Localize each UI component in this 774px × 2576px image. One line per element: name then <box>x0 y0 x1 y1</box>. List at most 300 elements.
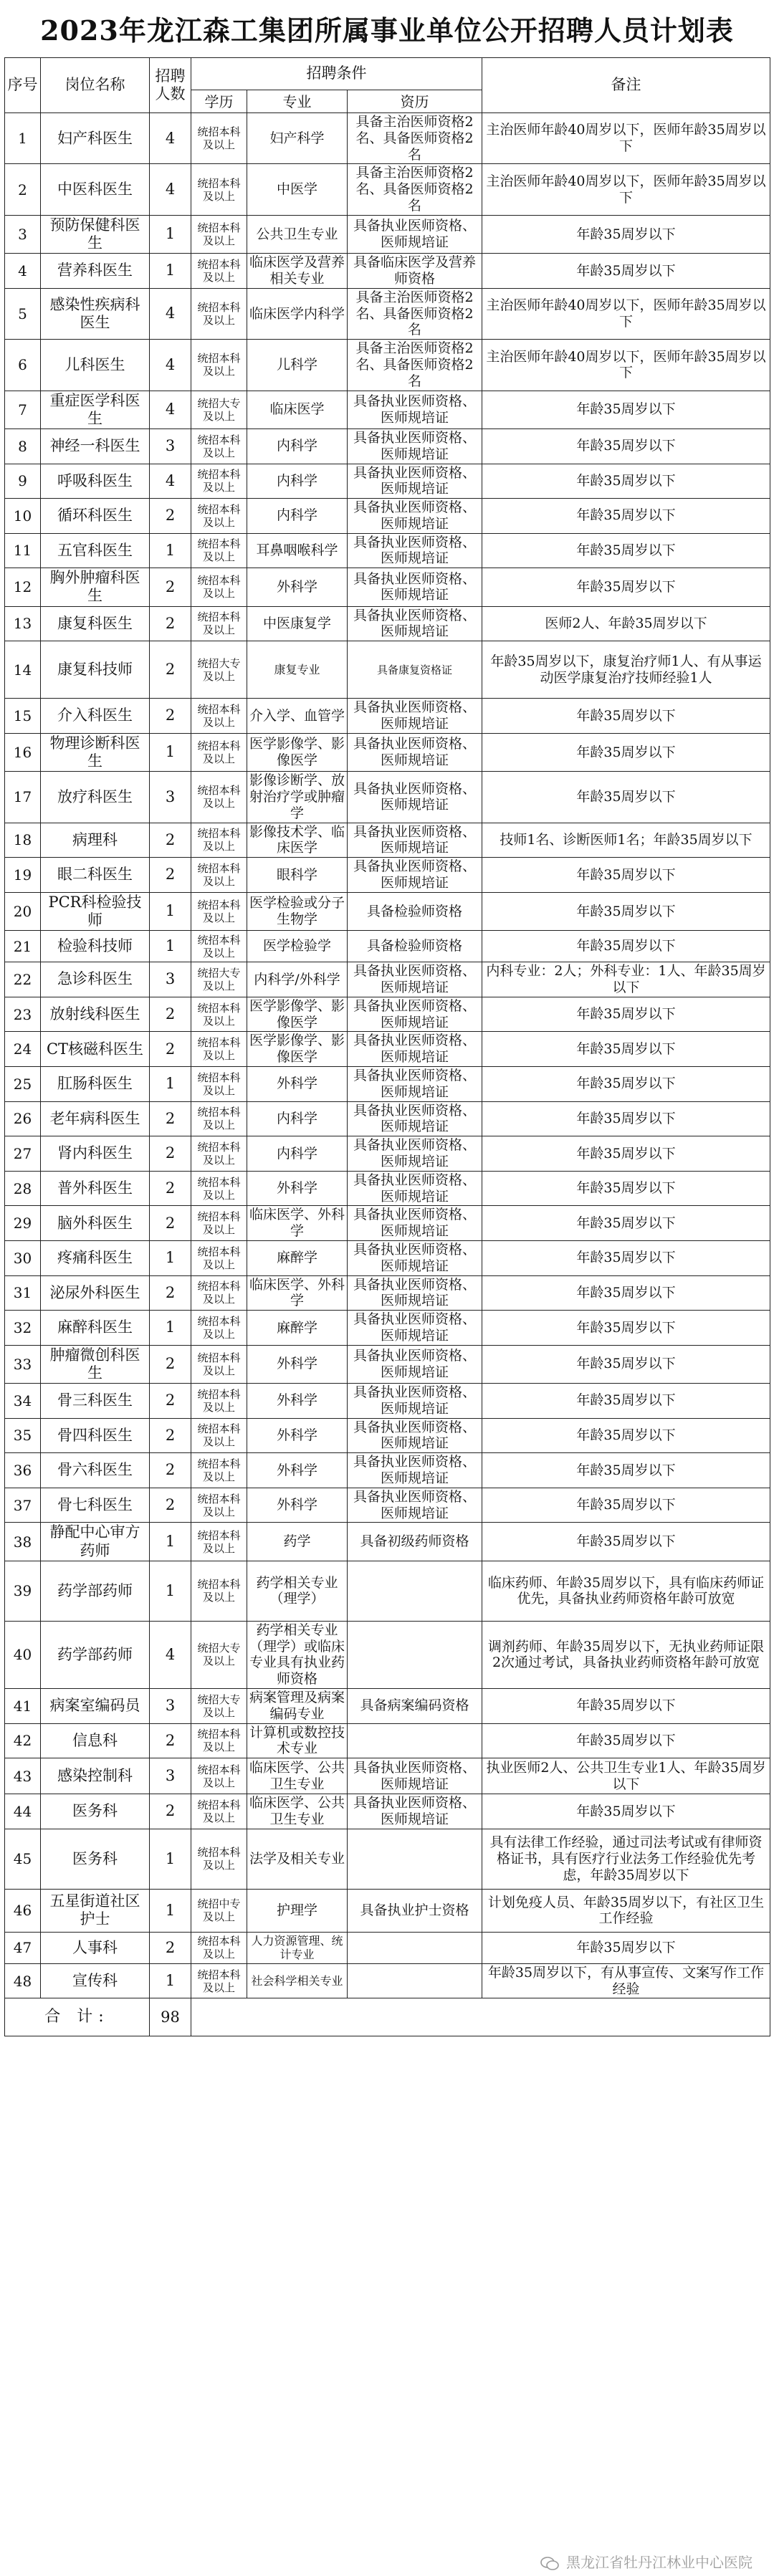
cell-major: 药学相关专业（理学） <box>247 1561 348 1621</box>
cell-qualification: 具备主治医师资格2名、具备医师资格2名 <box>348 164 482 215</box>
cell-count: 2 <box>150 1453 191 1488</box>
cell-notes: 年龄35周岁以下，有从事宣传、文案写作工作经验 <box>482 1963 770 1998</box>
total-empty <box>191 1998 770 2036</box>
cell-education: 统招本科及以上 <box>191 1311 247 1346</box>
cell-major: 中医康复学 <box>247 606 348 641</box>
cell-education: 统招本科及以上 <box>191 340 247 391</box>
cell-notes: 年龄35周岁以下 <box>482 1384 770 1419</box>
cell-qualification: 具备执业医师资格、医师规培证 <box>348 533 482 568</box>
cell-count: 4 <box>150 288 191 339</box>
cell-count: 3 <box>150 428 191 464</box>
cell-position: 胸外肿瘤科医生 <box>41 568 150 606</box>
cell-seq: 29 <box>5 1206 41 1241</box>
cell-count: 2 <box>150 641 191 699</box>
cell-count: 3 <box>150 1758 191 1794</box>
cell-seq: 40 <box>5 1621 41 1688</box>
cell-education: 统招本科及以上 <box>191 1418 247 1453</box>
cell-position: 肛肠科医生 <box>41 1066 150 1101</box>
cell-qualification: 具备执业医师资格、医师规培证 <box>348 962 482 997</box>
cell-qualification: 具备临床医学及营养师资格 <box>348 254 482 289</box>
cell-education: 统招本科及以上 <box>191 164 247 215</box>
cell-education: 统招本科及以上 <box>191 606 247 641</box>
cell-education: 统招本科及以上 <box>191 215 247 253</box>
cell-seq: 18 <box>5 823 41 858</box>
cell-education: 统招本科及以上 <box>191 1523 247 1561</box>
cell-seq: 26 <box>5 1101 41 1136</box>
cell-qualification: 具备执业医师资格、医师规培证 <box>348 772 482 823</box>
cell-qualification <box>348 1561 482 1621</box>
cell-position: 儿科医生 <box>41 340 150 391</box>
header-major: 专业 <box>247 90 348 113</box>
cell-notes: 年龄35周岁以下 <box>482 428 770 464</box>
cell-major: 医学影像学、影像医学 <box>247 1032 348 1067</box>
cell-qualification: 具备检验师资格 <box>348 931 482 962</box>
recruitment-plan-table <box>4 57 770 2036</box>
cell-seq: 13 <box>5 606 41 641</box>
cell-position: 麻醉科医生 <box>41 1311 150 1346</box>
cell-count: 1 <box>150 1829 191 1889</box>
cell-seq: 31 <box>5 1275 41 1311</box>
cell-seq: 7 <box>5 391 41 428</box>
cell-notes: 年龄35周岁以下 <box>482 1240 770 1275</box>
cell-major: 外科学 <box>247 1488 348 1523</box>
cell-count: 4 <box>150 113 191 164</box>
cell-notes: 年龄35周岁以下 <box>482 892 770 930</box>
table-row <box>5 1453 770 1488</box>
table-row <box>5 1829 770 1889</box>
cell-qualification: 具备病案编码资格 <box>348 1689 482 1724</box>
cell-seq: 36 <box>5 1453 41 1488</box>
cell-notes: 年龄35周岁以下 <box>482 499 770 534</box>
cell-education: 统招本科及以上 <box>191 1829 247 1889</box>
cell-seq: 4 <box>5 254 41 289</box>
cell-position: 骨六科医生 <box>41 1453 150 1488</box>
cell-position: 检验科技师 <box>41 931 150 962</box>
cell-major: 内科学 <box>247 464 348 499</box>
cell-position: PCR科检验技师 <box>41 892 150 930</box>
cell-notes: 年龄35周岁以下 <box>482 1418 770 1453</box>
cell-major: 临床医学 <box>247 391 348 428</box>
cell-qualification: 具备执业医师资格、医师规培证 <box>348 858 482 893</box>
cell-qualification: 具备执业医师资格、医师规培证 <box>348 1758 482 1794</box>
cell-qualification: 具备执业医师资格、医师规培证 <box>348 606 482 641</box>
cell-qualification: 具备执业医师资格、医师规培证 <box>348 1171 482 1206</box>
table-row <box>5 1723 770 1758</box>
cell-major: 病案管理及病案编码专业 <box>247 1689 348 1724</box>
cell-notes: 年龄35周岁以下 <box>482 391 770 428</box>
cell-major: 麻醉学 <box>247 1311 348 1346</box>
cell-qualification: 具备执业医师资格、医师规培证 <box>348 733 482 771</box>
header-position: 岗位名称 <box>41 58 150 113</box>
cell-seq: 15 <box>5 699 41 734</box>
cell-count: 4 <box>150 464 191 499</box>
cell-count: 1 <box>150 1963 191 1998</box>
table-row <box>5 1311 770 1346</box>
cell-notes: 年龄35周岁以下 <box>482 1032 770 1067</box>
cell-major: 外科学 <box>247 1384 348 1419</box>
cell-position: 中医科医生 <box>41 164 150 215</box>
cell-count: 4 <box>150 340 191 391</box>
cell-major: 儿科学 <box>247 340 348 391</box>
table-row <box>5 1275 770 1311</box>
cell-education: 统招本科及以上 <box>191 428 247 464</box>
cell-position: 感染性疾病科医生 <box>41 288 150 339</box>
cell-education: 统招本科及以上 <box>191 931 247 962</box>
cell-education: 统招中专及以上 <box>191 1889 247 1932</box>
table-row <box>5 997 770 1032</box>
cell-qualification: 具备主治医师资格2名、具备医师资格2名 <box>348 340 482 391</box>
cell-position: 老年病科医生 <box>41 1101 150 1136</box>
table-row <box>5 1523 770 1561</box>
cell-count: 1 <box>150 1889 191 1932</box>
table-row <box>5 1345 770 1383</box>
cell-seq: 45 <box>5 1829 41 1889</box>
table-row <box>5 1561 770 1621</box>
table-row <box>5 1066 770 1101</box>
cell-qualification: 具备执业医师资格、医师规培证 <box>348 1311 482 1346</box>
cell-position: CT核磁科医生 <box>41 1032 150 1067</box>
cell-count: 2 <box>150 1932 191 1963</box>
cell-major: 药学 <box>247 1523 348 1561</box>
cell-seq: 1 <box>5 113 41 164</box>
cell-major: 内科学 <box>247 428 348 464</box>
table-row <box>5 499 770 534</box>
cell-seq: 30 <box>5 1240 41 1275</box>
cell-major: 中医学 <box>247 164 348 215</box>
cell-position: 五官科医生 <box>41 533 150 568</box>
cell-notes: 年龄35周岁以下 <box>482 858 770 893</box>
table-row <box>5 254 770 289</box>
cell-count: 4 <box>150 391 191 428</box>
cell-count: 2 <box>150 568 191 606</box>
cell-notes: 年龄35周岁以下 <box>482 1523 770 1561</box>
cell-notes: 主治医师年龄40周岁以下，医师年龄35周岁以下 <box>482 340 770 391</box>
cell-major: 临床医学、公共卫生专业 <box>247 1758 348 1794</box>
table-body <box>5 113 770 1998</box>
cell-seq: 19 <box>5 858 41 893</box>
cell-education: 统招本科及以上 <box>191 1171 247 1206</box>
cell-notes: 年龄35周岁以下，康复治疗师1人、有从事运动医学康复治疗技师经验1人 <box>482 641 770 699</box>
cell-major: 临床医学、公共卫生专业 <box>247 1794 348 1829</box>
cell-count: 2 <box>150 606 191 641</box>
cell-position: 预防保健科医生 <box>41 215 150 253</box>
table-header-row <box>5 58 770 90</box>
cell-count: 3 <box>150 1689 191 1724</box>
cell-major: 外科学 <box>247 1453 348 1488</box>
cell-education: 统招本科及以上 <box>191 772 247 823</box>
cell-education: 统招本科及以上 <box>191 1032 247 1067</box>
cell-seq: 22 <box>5 962 41 997</box>
cell-qualification <box>348 1829 482 1889</box>
table-row <box>5 858 770 893</box>
cell-qualification: 具备执业医师资格、医师规培证 <box>348 699 482 734</box>
cell-position: 人事科 <box>41 1932 150 1963</box>
cell-count: 1 <box>150 892 191 930</box>
cell-count: 2 <box>150 1101 191 1136</box>
cell-seq: 12 <box>5 568 41 606</box>
cell-education: 统招大专及以上 <box>191 1689 247 1724</box>
cell-position: 静配中心审方药师 <box>41 1523 150 1561</box>
table-row <box>5 1418 770 1453</box>
cell-seq: 20 <box>5 892 41 930</box>
cell-major: 内科学 <box>247 1101 348 1136</box>
cell-education: 统招大专及以上 <box>191 391 247 428</box>
cell-notes: 年龄35周岁以下 <box>482 1488 770 1523</box>
cell-education: 统招大专及以上 <box>191 962 247 997</box>
cell-education: 统招本科及以上 <box>191 1488 247 1523</box>
cell-education: 统招本科及以上 <box>191 892 247 930</box>
cell-notes: 临床药师、年龄35周岁以下，具有临床药师证优先，具备执业药师资格年龄可放宽 <box>482 1561 770 1621</box>
cell-qualification: 具备执业医师资格、医师规培证 <box>348 428 482 464</box>
table-row <box>5 1101 770 1136</box>
cell-position: 介入科医生 <box>41 699 150 734</box>
table-row <box>5 1171 770 1206</box>
cell-education: 统招本科及以上 <box>191 699 247 734</box>
table-row <box>5 1032 770 1067</box>
cell-position: 肾内科医生 <box>41 1136 150 1172</box>
cell-seq: 28 <box>5 1171 41 1206</box>
table-row <box>5 1932 770 1963</box>
table-row <box>5 215 770 253</box>
cell-major: 外科学 <box>247 1066 348 1101</box>
cell-major: 内科学 <box>247 1136 348 1172</box>
cell-major: 内科学/外科学 <box>247 962 348 997</box>
cell-seq: 27 <box>5 1136 41 1172</box>
cell-major: 外科学 <box>247 568 348 606</box>
page-title: 2023年龙江森工集团所属事业单位公开招聘人员计划表 <box>40 14 734 47</box>
cell-position: 病案室编码员 <box>41 1689 150 1724</box>
table-row <box>5 1889 770 1932</box>
cell-seq: 42 <box>5 1723 41 1758</box>
cell-major: 医学影像学、影像医学 <box>247 997 348 1032</box>
cell-count: 1 <box>150 1240 191 1275</box>
cell-position: 放疗科医生 <box>41 772 150 823</box>
cell-notes: 年龄35周岁以下 <box>482 464 770 499</box>
cell-major: 眼科学 <box>247 858 348 893</box>
cell-position: 泌尿外科医生 <box>41 1275 150 1311</box>
cell-education: 统招本科及以上 <box>191 733 247 771</box>
cell-major: 介入学、血管学 <box>247 699 348 734</box>
cell-major: 外科学 <box>247 1418 348 1453</box>
total-row <box>5 1998 770 2036</box>
cell-education: 统招本科及以上 <box>191 1136 247 1172</box>
cell-seq: 38 <box>5 1523 41 1561</box>
cell-notes: 年龄35周岁以下 <box>482 699 770 734</box>
cell-position: 营养科医生 <box>41 254 150 289</box>
table-row <box>5 428 770 464</box>
cell-notes: 年龄35周岁以下 <box>482 1066 770 1101</box>
cell-seq: 11 <box>5 533 41 568</box>
cell-qualification: 具备执业护士资格 <box>348 1889 482 1932</box>
cell-education: 统招本科及以上 <box>191 1101 247 1136</box>
cell-count: 2 <box>150 1384 191 1419</box>
table-row <box>5 391 770 428</box>
cell-seq: 2 <box>5 164 41 215</box>
cell-count: 2 <box>150 699 191 734</box>
table-row <box>5 1963 770 1998</box>
cell-seq: 41 <box>5 1689 41 1724</box>
cell-major: 妇产科学 <box>247 113 348 164</box>
cell-major: 麻醉学 <box>247 1240 348 1275</box>
cell-count: 1 <box>150 1311 191 1346</box>
cell-major: 康复专业 <box>247 641 348 699</box>
cell-qualification: 具备执业医师资格、医师规培证 <box>348 1453 482 1488</box>
table-row <box>5 1384 770 1419</box>
cell-major: 医学影像学、影像医学 <box>247 733 348 771</box>
cell-position: 眼二科医生 <box>41 858 150 893</box>
cell-major: 法学及相关专业 <box>247 1829 348 1889</box>
cell-notes: 主治医师年龄40周岁以下，医师年龄35周岁以下 <box>482 113 770 164</box>
cell-count: 2 <box>150 1723 191 1758</box>
header-notes: 备注 <box>482 58 770 113</box>
cell-notes: 年龄35周岁以下 <box>482 1206 770 1241</box>
table-row <box>5 1240 770 1275</box>
cell-notes: 内科专业：2人；外科专业：1人、年龄35周岁以下 <box>482 962 770 997</box>
table-row <box>5 931 770 962</box>
cell-major: 临床医学、外科学 <box>247 1275 348 1311</box>
cell-position: 宣传科 <box>41 1963 150 1998</box>
cell-education: 统招本科及以上 <box>191 1963 247 1998</box>
table-row <box>5 1689 770 1724</box>
cell-education: 统招本科及以上 <box>191 1758 247 1794</box>
cell-notes: 医师2人、年龄35周岁以下 <box>482 606 770 641</box>
cell-position: 康复科医生 <box>41 606 150 641</box>
cell-seq: 6 <box>5 340 41 391</box>
cell-seq: 47 <box>5 1932 41 1963</box>
table-row <box>5 464 770 499</box>
cell-position: 循环科医生 <box>41 499 150 534</box>
cell-count: 1 <box>150 1523 191 1561</box>
table-row <box>5 113 770 164</box>
table-row <box>5 606 770 641</box>
cell-qualification: 具备执业医师资格、医师规培证 <box>348 1136 482 1172</box>
cell-education: 统招本科及以上 <box>191 823 247 858</box>
cell-qualification: 具备执业医师资格、医师规培证 <box>348 997 482 1032</box>
cell-major: 临床医学、外科学 <box>247 1206 348 1241</box>
cell-notes: 具有法律工作经验，通过司法考试或有律师资格证书，具有医疗行业法务工作经验优先考虑，年龄35周岁以下 <box>482 1829 770 1889</box>
cell-seq: 37 <box>5 1488 41 1523</box>
cell-notes: 年龄35周岁以下 <box>482 931 770 962</box>
cell-notes: 年龄35周岁以下 <box>482 772 770 823</box>
cell-seq: 3 <box>5 215 41 253</box>
cell-major: 药学相关专业（理学）或临床专业具有执业药师资格 <box>247 1621 348 1688</box>
cell-count: 1 <box>150 215 191 253</box>
cell-education: 统招本科及以上 <box>191 1561 247 1621</box>
cell-position: 骨四科医生 <box>41 1418 150 1453</box>
total-label: 合 计: <box>5 1998 150 2036</box>
cell-notes: 年龄35周岁以下 <box>482 1171 770 1206</box>
table-row <box>5 568 770 606</box>
cell-education: 统招本科及以上 <box>191 568 247 606</box>
cell-qualification: 具备主治医师资格2名、具备医师资格2名 <box>348 288 482 339</box>
cell-count: 1 <box>150 533 191 568</box>
cell-position: 脑外科医生 <box>41 1206 150 1241</box>
table-row <box>5 641 770 699</box>
cell-notes: 年龄35周岁以下 <box>482 1932 770 1963</box>
table-row <box>5 962 770 997</box>
cell-count: 2 <box>150 823 191 858</box>
cell-education: 统招大专及以上 <box>191 641 247 699</box>
table-row <box>5 340 770 391</box>
cell-position: 康复科技师 <box>41 641 150 699</box>
cell-position: 病理科 <box>41 823 150 858</box>
cell-qualification <box>348 1723 482 1758</box>
cell-major: 临床医学内科学 <box>247 288 348 339</box>
cell-major: 影像诊断学、放射治疗学或肿瘤学 <box>247 772 348 823</box>
cell-qualification: 具备执业医师资格、医师规培证 <box>348 568 482 606</box>
header-seq: 序号 <box>5 58 41 113</box>
cell-major: 计算机或数控技术专业 <box>247 1723 348 1758</box>
cell-position: 呼吸科医生 <box>41 464 150 499</box>
cell-qualification: 具备康复资格证 <box>348 641 482 699</box>
cell-education: 统招本科及以上 <box>191 1206 247 1241</box>
cell-major: 内科学 <box>247 499 348 534</box>
total-value: 98 <box>150 1998 191 2036</box>
cell-education: 统招本科及以上 <box>191 1240 247 1275</box>
cell-notes: 年龄35周岁以下 <box>482 1453 770 1488</box>
cell-qualification: 具备执业医师资格、医师规培证 <box>348 1101 482 1136</box>
cell-position: 感染控制科 <box>41 1758 150 1794</box>
cell-seq: 23 <box>5 997 41 1032</box>
cell-seq: 35 <box>5 1418 41 1453</box>
cell-education: 统招本科及以上 <box>191 288 247 339</box>
cell-notes: 主治医师年龄40周岁以下，医师年龄35周岁以下 <box>482 164 770 215</box>
table-row <box>5 892 770 930</box>
cell-education: 统招本科及以上 <box>191 1384 247 1419</box>
cell-position: 骨三科医生 <box>41 1384 150 1419</box>
cell-position: 信息科 <box>41 1723 150 1758</box>
cell-qualification <box>348 1621 482 1688</box>
cell-count: 4 <box>150 164 191 215</box>
cell-qualification: 具备执业医师资格、医师规培证 <box>348 1345 482 1383</box>
cell-qualification: 具备执业医师资格、医师规培证 <box>348 215 482 253</box>
cell-position: 骨七科医生 <box>41 1488 150 1523</box>
table-row <box>5 1136 770 1172</box>
cell-qualification <box>348 1932 482 1963</box>
cell-count: 2 <box>150 858 191 893</box>
cell-major: 医学检验学 <box>247 931 348 962</box>
watermark <box>540 2551 752 2572</box>
cell-major: 社会科学相关专业 <box>247 1963 348 1998</box>
cell-seq: 33 <box>5 1345 41 1383</box>
cell-education: 统招本科及以上 <box>191 997 247 1032</box>
cell-seq: 17 <box>5 772 41 823</box>
table-row <box>5 164 770 215</box>
cell-position: 医务科 <box>41 1794 150 1829</box>
cell-position: 药学部药师 <box>41 1561 150 1621</box>
cell-seq: 14 <box>5 641 41 699</box>
cell-position: 五星街道社区护士 <box>41 1889 150 1932</box>
cell-notes: 年龄35周岁以下 <box>482 1275 770 1311</box>
cell-notes: 年龄35周岁以下 <box>482 1723 770 1758</box>
cell-count: 2 <box>150 1275 191 1311</box>
table-row <box>5 288 770 339</box>
header-education: 学历 <box>191 90 247 113</box>
cell-position: 神经一科医生 <box>41 428 150 464</box>
cell-seq: 10 <box>5 499 41 534</box>
cell-position: 疼痛科医生 <box>41 1240 150 1275</box>
cell-qualification: 具备执业医师资格、医师规培证 <box>348 1206 482 1241</box>
cell-position: 普外科医生 <box>41 1171 150 1206</box>
cell-notes: 年龄35周岁以下 <box>482 1794 770 1829</box>
cell-qualification: 具备执业医师资格、医师规培证 <box>348 1275 482 1311</box>
cell-qualification: 具备执业医师资格、医师规培证 <box>348 1418 482 1453</box>
cell-qualification: 具备执业医师资格、医师规培证 <box>348 1032 482 1067</box>
cell-education: 统招本科及以上 <box>191 858 247 893</box>
cell-major: 护理学 <box>247 1889 348 1932</box>
cell-qualification: 具备执业医师资格、医师规培证 <box>348 391 482 428</box>
cell-education: 统招本科及以上 <box>191 533 247 568</box>
